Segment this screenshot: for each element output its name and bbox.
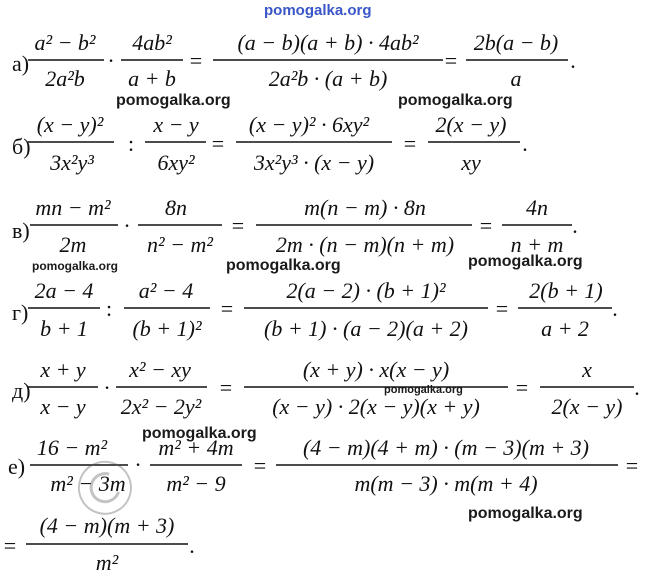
watermark: pomogalka.org [468, 253, 583, 270]
d-denominator-3: (x − y) · 2(x − y)(x + y) [272, 394, 480, 419]
d-denominator-4: 2(x − y) [551, 394, 623, 419]
e-period: . [189, 533, 195, 558]
v-denominator-2: n² − m² [147, 232, 213, 257]
b-equals-2: = [403, 131, 417, 156]
a-numerator-3: (a − b)(a + b) · 4ab² [237, 30, 419, 55]
d-denominator-1: x − y [40, 394, 86, 419]
d-equals-1: = [219, 375, 233, 400]
g-denominator-1: b + 1 [40, 316, 88, 341]
b-equals-1: = [211, 131, 225, 156]
e-denominator-4: m² [95, 550, 119, 575]
e-equals-1: = [253, 453, 267, 478]
b-denominator-2: 6xy² [157, 150, 195, 175]
b-numerator-4: 2(x − y) [435, 112, 507, 137]
d-numerator-3: (x + y) · x(x − y) [302, 357, 450, 382]
d-numerator-4: x [582, 357, 592, 382]
g-denominator-2: (b + 1)² [132, 316, 202, 341]
a-denominator-4: a [510, 66, 522, 91]
label-e: е) [8, 454, 26, 479]
v-equals-2: = [479, 213, 493, 238]
label-d: д) [12, 378, 31, 403]
label-g: г) [12, 300, 29, 325]
g-period: . [612, 296, 618, 321]
a-numerator-4: 2b(a − b) [473, 30, 559, 55]
v-denominator-4: n + m [510, 232, 564, 257]
b-denominator-1: 3x²y³ [50, 150, 94, 175]
e-denominator-1: m² − 3m [50, 471, 126, 496]
g-numerator-4: 2(b + 1) [529, 278, 603, 303]
d-numerator-1: x + y [40, 357, 86, 382]
g-denominator-4: a + 2 [541, 316, 589, 341]
b-operator: : [127, 131, 135, 156]
e-operator: · [134, 452, 142, 477]
watermark-top: pomogalka.org [264, 2, 372, 19]
problem-g [12, 278, 618, 341]
d-numerator-2: x² − xy [129, 357, 191, 382]
v-denominator-1: 2m [59, 232, 87, 257]
e-numerator-3: (4 − m)(4 + m) · (m − 3)(m + 3) [302, 435, 590, 460]
g-numerator-2: a² − 4 [138, 278, 194, 303]
watermark: pomogalka.org [32, 259, 119, 273]
watermark: pomogalka.org [384, 384, 463, 396]
e-denominator-2: m² − 9 [166, 471, 226, 496]
g-denominator-3: (b + 1) · (a − 2)(a + 2) [264, 316, 468, 341]
a-denominator-3: 2a²b · (a + b) [268, 66, 388, 91]
problem-a [12, 30, 576, 91]
a-numerator-2: 4ab² [132, 30, 172, 55]
watermark: pomogalka.org [226, 257, 341, 274]
b-numerator-1: (x − y)² [36, 112, 104, 137]
label-a: а) [12, 51, 30, 76]
b-period: . [522, 131, 528, 156]
v-period: . [572, 213, 578, 238]
watermark: pomogalka.org [398, 92, 513, 109]
watermark: pomogalka.org [468, 505, 583, 522]
watermark: pomogalka.org [142, 425, 257, 442]
e-equals-3: = [3, 533, 17, 558]
b-numerator-2: x − y [153, 112, 199, 137]
b-numerator-3: (x − y)² · 6xy² [248, 112, 370, 137]
v-numerator-3: m(n − m) · 8n [304, 195, 426, 220]
problem-b [12, 112, 528, 175]
a-equals-2: = [444, 48, 458, 73]
a-denominator-1: 2a²b [45, 66, 85, 91]
problem-v [12, 195, 578, 257]
e-numerator-4: (4 − m)(m + 3) [39, 513, 175, 538]
g-equals-1: = [220, 296, 234, 321]
v-operator: · [123, 213, 131, 238]
g-operator: : [105, 296, 113, 321]
label-v: в) [12, 218, 30, 243]
watermark: pomogalka.org [116, 92, 231, 109]
g-numerator-3: 2(a − 2) · (b + 1)² [286, 278, 446, 303]
b-denominator-3: 3x²y³ · (x − y) [253, 150, 375, 175]
problem-d [12, 357, 640, 419]
e-numerator-1: 16 − m² [36, 435, 108, 460]
v-numerator-1: mn − m² [35, 195, 111, 220]
v-equals-1: = [231, 213, 245, 238]
a-denominator-2: a + b [128, 66, 176, 91]
e-numerator-2: m² + 4m [158, 435, 234, 460]
d-denominator-2: 2x² − 2y² [120, 394, 202, 419]
label-b: б) [12, 134, 31, 159]
v-numerator-4: 4n [526, 195, 548, 220]
d-period: . [634, 375, 640, 400]
g-numerator-1: 2a − 4 [34, 278, 94, 303]
e-denominator-3: m(m − 3) · m(m + 4) [354, 471, 538, 496]
a-operator: · [107, 48, 115, 73]
a-equals-1: = [189, 48, 203, 73]
a-numerator-1: a² − b² [34, 30, 96, 55]
d-equals-2: = [515, 375, 529, 400]
g-equals-2: = [495, 296, 509, 321]
b-denominator-4: xy [461, 150, 481, 175]
a-period: . [570, 48, 576, 73]
e-equals-2: = [625, 453, 639, 478]
v-denominator-3: 2m · (n − m)(n + m) [275, 232, 455, 257]
d-operator: · [103, 375, 111, 400]
v-numerator-2: 8n [165, 195, 187, 220]
